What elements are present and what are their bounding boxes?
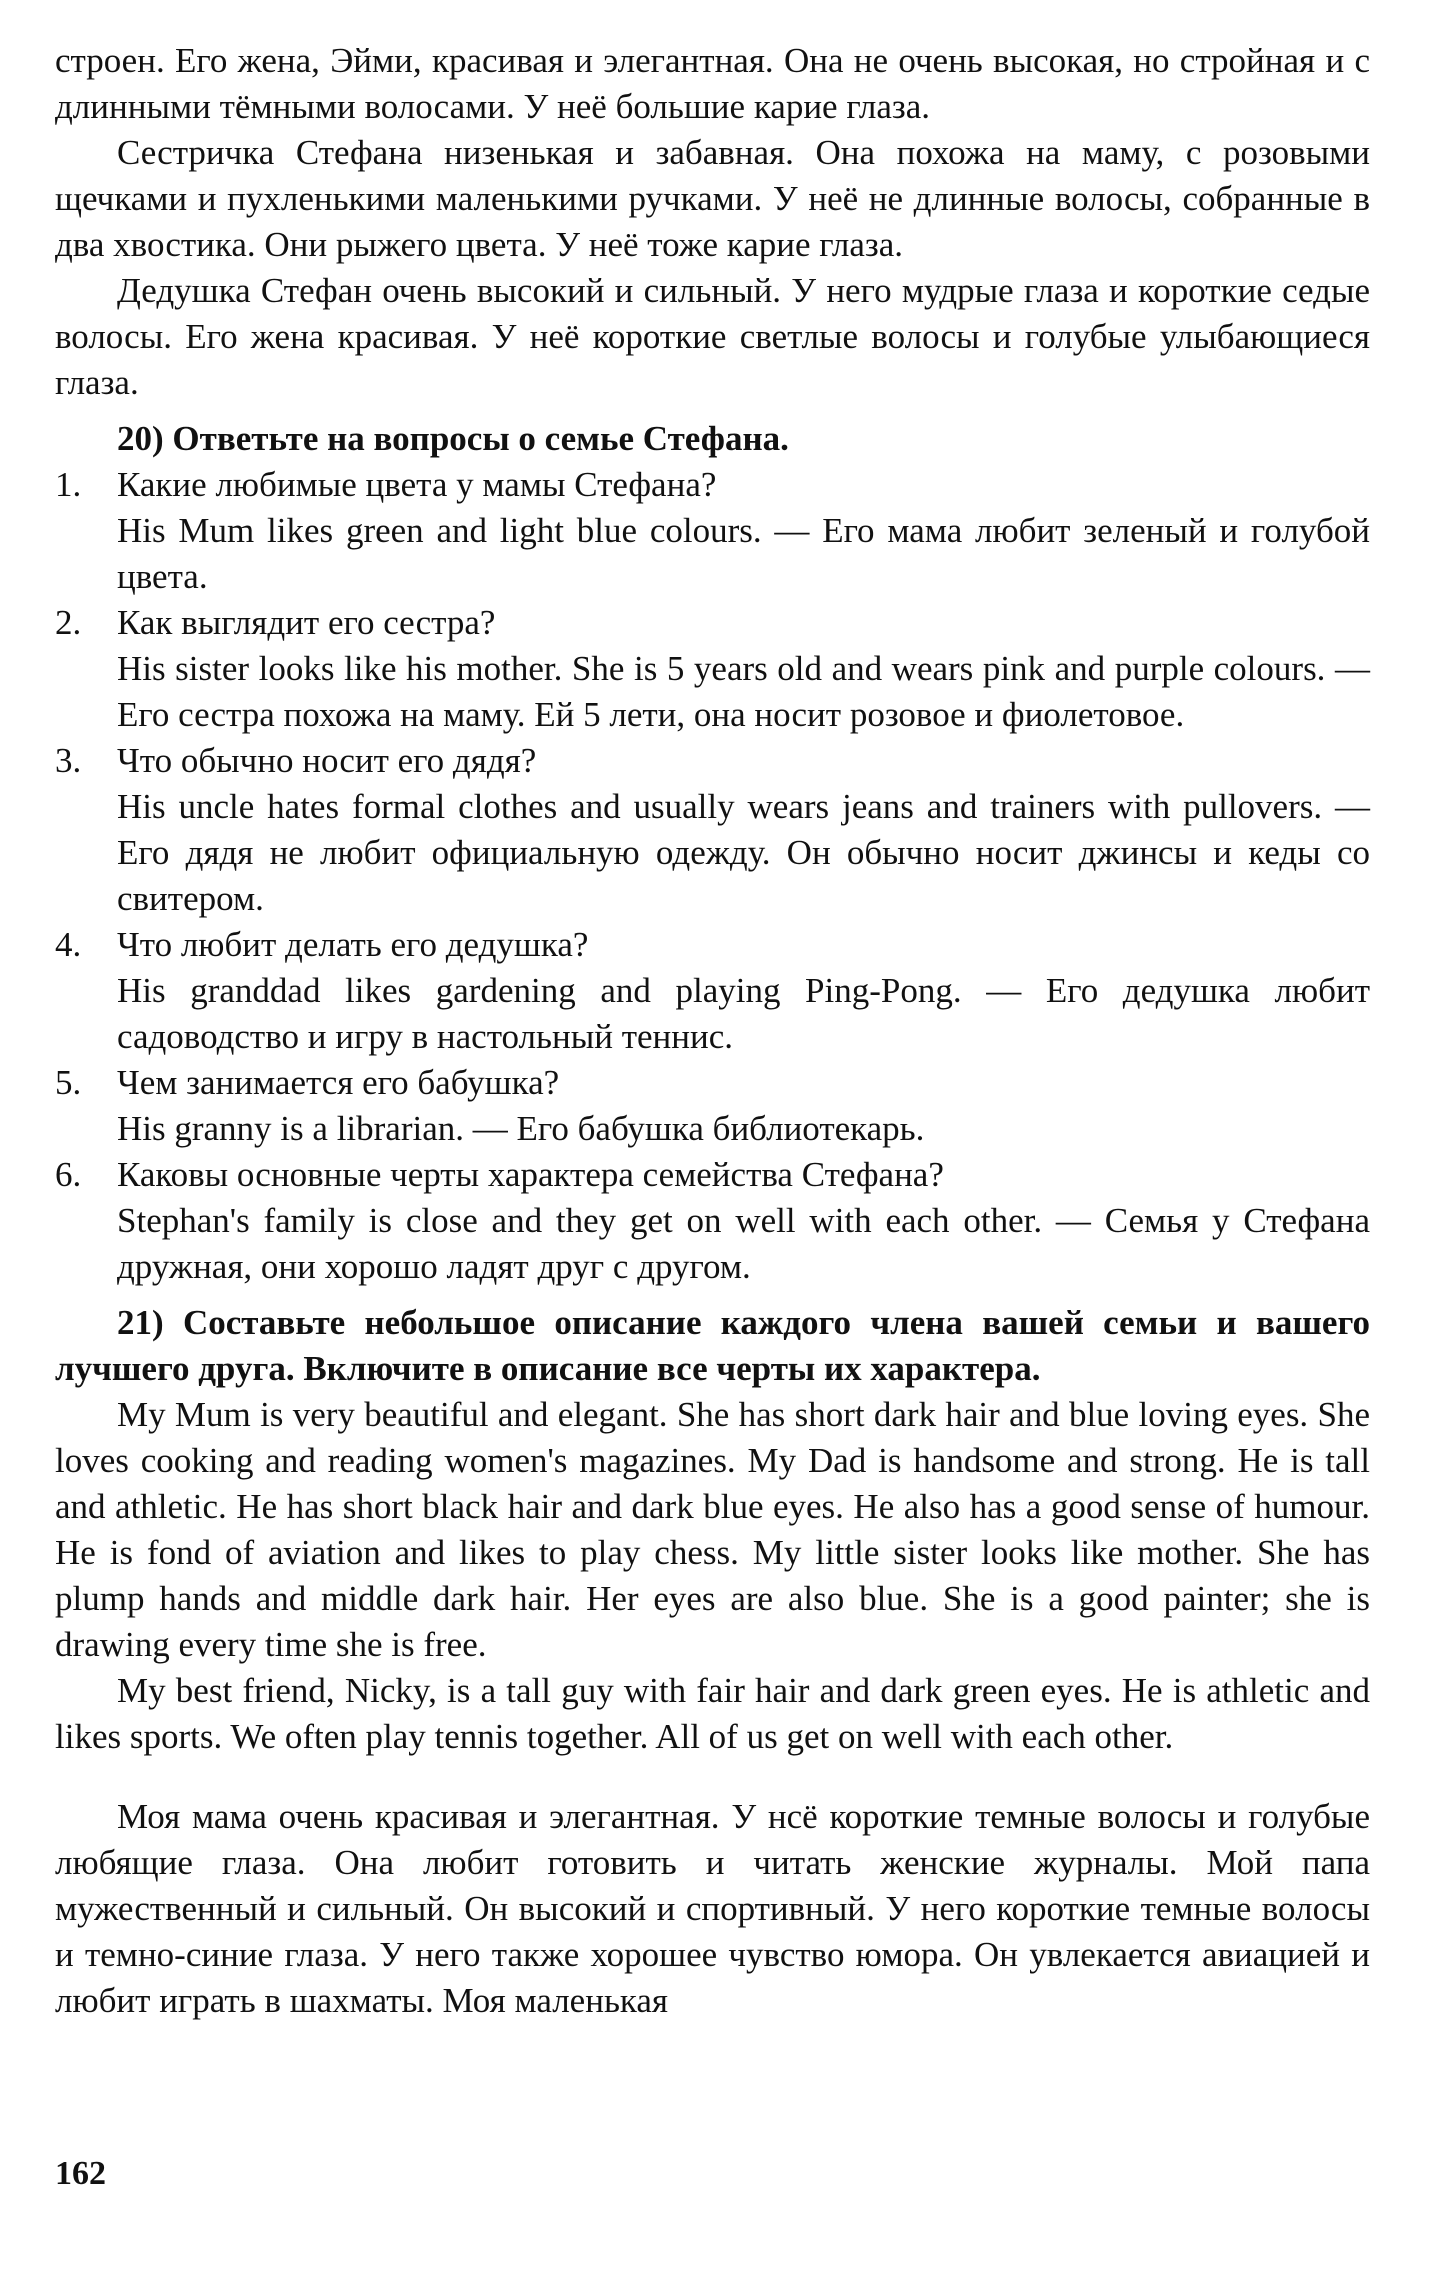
russian-translation: Моя мама очень красивая и элегантная. У нсё короткие темные волосы и голубые любящие глаза. Она любит готовить и читать женские журналы. Мой папа мужественный и сильный. Он высокий и спортивный. У него короткие темные волосы и темно-синие глаза. У него также хорошее чувство юмора. Он увлекается авиацией и любит играть в шахматы. Моя маленькая	[55, 1797, 1370, 2020]
intro-paragraph-2: Сестричка Стефана низенькая и забавная. Она похожа на маму, с розовыми щечками и пухленькими маленькими ручками. У неё не длинные волосы, собранные в два хвостика. Они рыжего цвета. У неё тоже карие глаза.	[55, 133, 1370, 264]
answer-text: Stephan's family is close and they get on well with each other. — Семья у Стефана дружная, они хорошо ладят друг с другом.	[117, 1201, 1370, 1286]
question-text: Как выглядит его сестра?	[117, 603, 496, 642]
question-item	[55, 600, 1370, 738]
answer-text: His granny is a librarian. — Его бабушка библиотекарь.	[117, 1109, 925, 1148]
question-number: 3.	[55, 741, 82, 780]
exercise-20-heading: 20) Ответьте на вопросы о семье Стефана.	[117, 419, 789, 458]
exercise-21-heading: 21) Составьте небольшое описание каждого члена вашей семьи и вашего лучшего друга. Включите в описание все черты их характера.	[55, 1303, 1370, 1388]
question-number: 2.	[55, 603, 82, 642]
intro-paragraph-1: строен. Его жена, Эйми, красивая и элегантная. Она не очень высокая, но стройная и с длинными тёмными волосами. У неё большие карие глаза.	[55, 41, 1370, 126]
answer-text: His uncle hates formal clothes and usually wears jeans and trainers with pullovers. — Его дядя не любит официальную одежду. Он обычно носит джинсы и кеды со свитером.	[117, 787, 1370, 918]
question-text: Чем занимается его бабушка?	[117, 1063, 560, 1102]
english-description-2: My best friend, Nicky, is a tall guy with fair hair and dark green eyes. He is athletic and likes sports. We often play tennis together. All of us get on well with each other.	[55, 1671, 1370, 1756]
question-item	[55, 922, 1370, 1060]
question-number: 1.	[55, 465, 82, 504]
question-list	[55, 462, 1370, 1290]
question-item	[55, 462, 1370, 600]
question-number: 6.	[55, 1155, 82, 1194]
question-text: Что любит делать его дедушка?	[117, 925, 589, 964]
answer-text: His sister looks like his mother. She is 5 years old and wears pink and purple colours. — Его сестра похожа на маму. Ей 5 лети, она носит розовое и фиолетовое.	[117, 649, 1370, 734]
answer-text: His Mum likes green and light blue colours. — Его мама любит зеленый и голубой цвета.	[117, 511, 1370, 596]
english-description-1: My Mum is very beautiful and elegant. She has short dark hair and blue loving eyes. She loves cooking and reading women's magazines. My Dad is handsome and strong. He is tall and athletic. He has short black hair and dark blue eyes. He also has a good sense of humour. He is fond of aviation and likes to play chess. My little sister looks like mother. She has plump hands and middle dark hair. Her eyes are also blue. She is a good painter; she is drawing every time she is free.	[55, 1395, 1370, 1664]
question-text: Каковы основные черты характера семейства Стефана?	[117, 1155, 944, 1194]
answer-text: His granddad likes gardening and playing Ping-Pong. — Его дедушка любит садоводство и игру в настольный теннис.	[117, 971, 1370, 1056]
question-number: 5.	[55, 1063, 82, 1102]
question-item	[55, 1152, 1370, 1290]
question-item	[55, 738, 1370, 922]
page-number: 162	[55, 2155, 106, 2192]
intro-paragraph-3: Дедушка Стефан очень высокий и сильный. У него мудрые глаза и короткие седые волосы. Его жена красивая. У неё короткие светлые волосы и голубые улыбающиеся глаза.	[55, 271, 1370, 402]
question-text: Что обычно носит его дядя?	[117, 741, 537, 780]
question-number: 4.	[55, 925, 82, 964]
question-text: Какие любимые цвета у мамы Стефана?	[117, 465, 717, 504]
question-item	[55, 1060, 1370, 1152]
page-content	[55, 38, 1370, 2024]
